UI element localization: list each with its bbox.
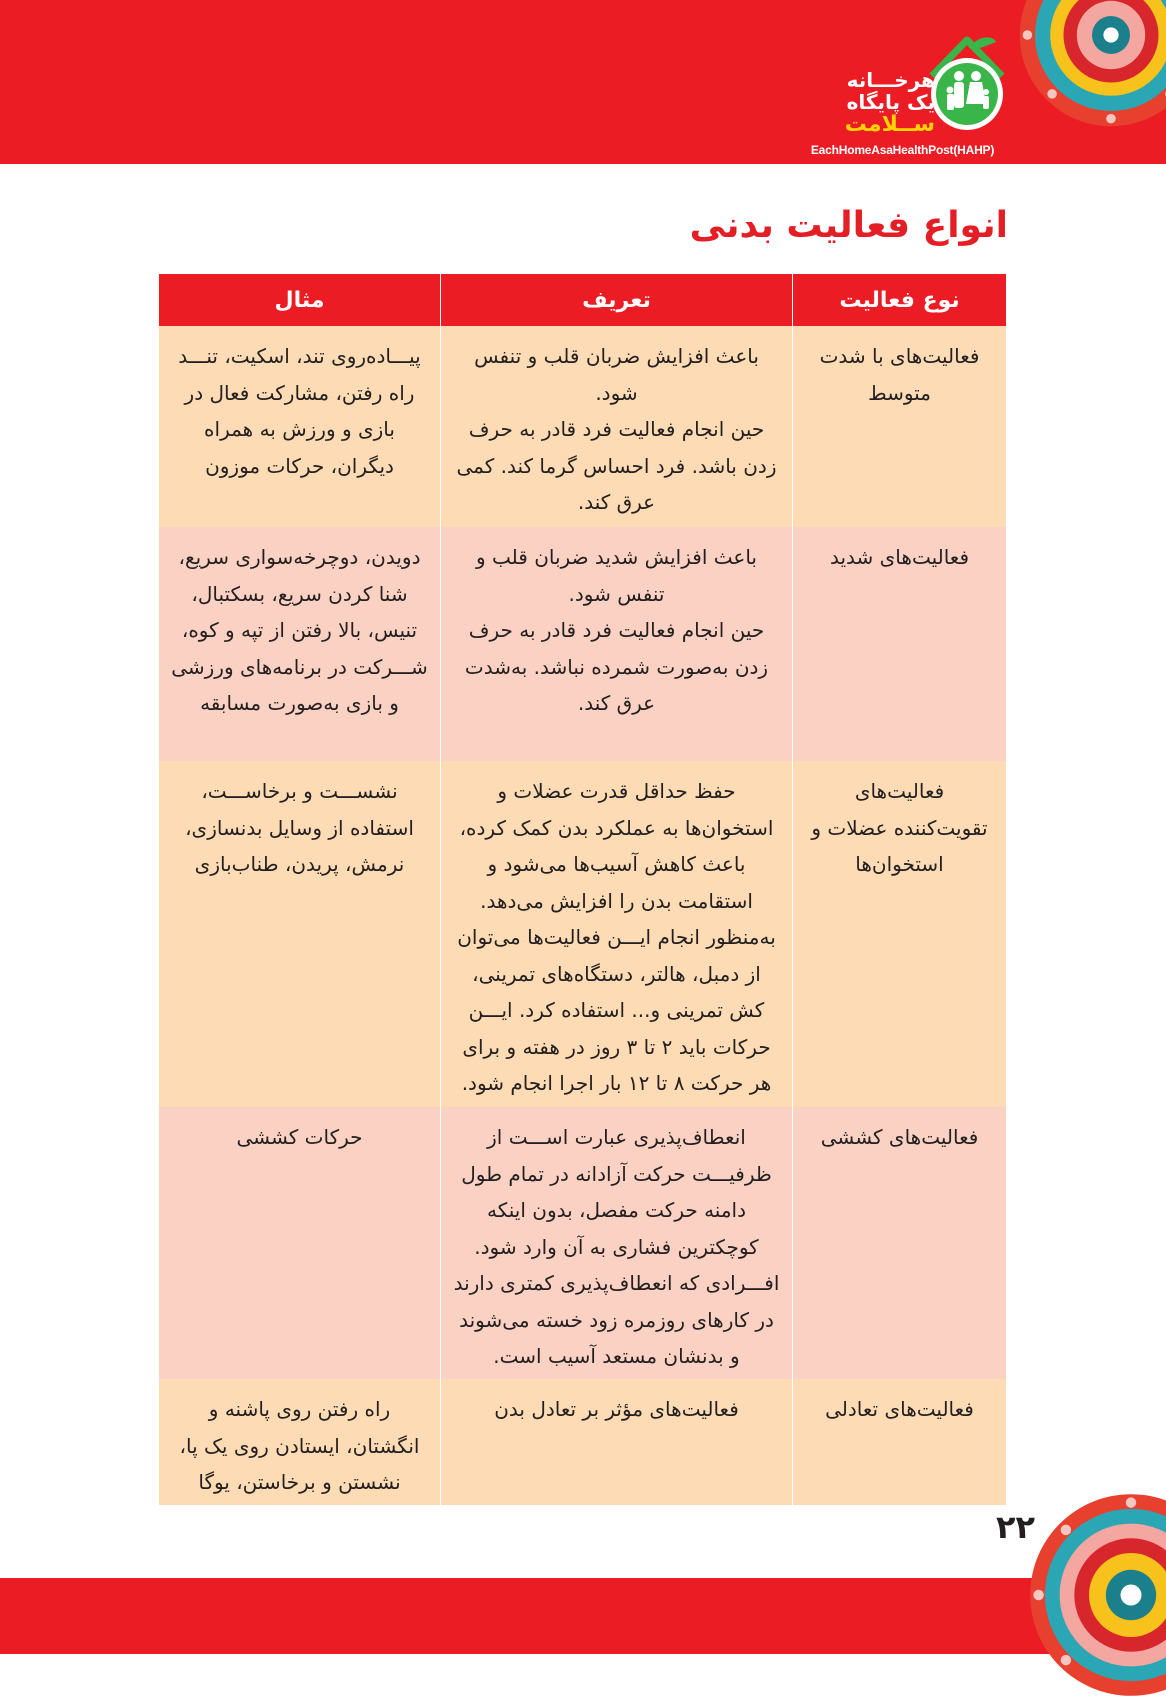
table-row xyxy=(159,326,1007,527)
page-number: ۲۲ xyxy=(996,1508,1036,1546)
logo-line2: یک پایگاه xyxy=(846,90,935,114)
footer-band xyxy=(0,1578,1166,1654)
cell-example: راه رفتن روی پاشنه و انگشتان، ایستادن روی یک پا، نشستن و برخاستن، یوگا xyxy=(159,1379,441,1505)
table-header-row xyxy=(159,274,1007,326)
cell-definition: باعث افزایش شدید ضربان قلب و تنفس شود. حین انجام فعالیت فرد قادر به حرف زدن به‌صورت شمرده نباشد. به‌شدت عرق کند. xyxy=(441,527,793,761)
table-row xyxy=(159,1379,1007,1505)
family-house-icon xyxy=(924,30,1010,140)
cell-definition: حفظ حداقل قدرت عضلات و استخوان‌ها به عملکرد بدن کمک کرده، باعث کاهش آسیب‌ها می‌شود و استقامت بدن را افزایش می‌دهد. به‌منظور انجام ایـــن فعالیت‌ها می‌توان از دمبل، هالتر، دستگاه‌های تمرینی، کش تمرینی و... استفاده کرد. ایـــن حرکات باید ۲ تا ۳ روز در هفته و برای هر حرکت ۸ تا ۱۲ بار اجرا انجام شود. xyxy=(441,761,793,1107)
cell-definition: باعث افزایش ضربان قلب و تنفس شود. حین انجام فعالیت فرد قادر به حرف زدن باشد. فرد احساس گرما کند. کمی عرق کند. xyxy=(441,326,793,527)
mandala-ornament-top xyxy=(1016,0,1166,130)
cell-example: حرکات کششی xyxy=(159,1107,441,1379)
cell-definition: فعالیت‌های مؤثر بر تعادل بدن xyxy=(441,1379,793,1505)
header-type: نوع فعالیت xyxy=(793,274,1007,326)
header-definition: تعریف xyxy=(441,274,793,326)
cell-type: فعالیت‌های تقویت‌کننده عضلات و استخوان‌ها xyxy=(793,761,1007,1107)
table-row xyxy=(159,527,1007,761)
table-row xyxy=(159,1107,1007,1379)
cell-example: نشســـت و برخاســـت، استفاده از وسایل بدنسازی، نرمش، پریدن، طناب‌بازی xyxy=(159,761,441,1107)
activity-table xyxy=(158,274,1007,1505)
logo-line3: ســلامت xyxy=(844,112,935,137)
logo-subtitle: EachHomeAsaHealthPost(HAHP) xyxy=(810,143,995,157)
cell-type: فعالیت‌های کششی xyxy=(793,1107,1007,1379)
logo-line1: هرخـــانه xyxy=(846,68,935,92)
hahp-logo xyxy=(795,30,1010,160)
cell-example: دویدن، دوچرخه‌سواری سریع، شنا کردن سریع، بسکتبال، تنیس، بالا رفتن از تپه و کوه، شـــرکت در برنامه‌های ورزشی و بازی به‌صورت مسابقه xyxy=(159,527,441,761)
table-row xyxy=(159,761,1007,1107)
page-title: انواع فعالیت بدنی xyxy=(689,205,1008,246)
cell-type: فعالیت‌های تعادلی xyxy=(793,1379,1007,1505)
logo-wordmark xyxy=(845,70,935,136)
cell-example: پیـــاده‌روی تند، اسکیت، تنـــد راه رفتن، مشارکت فعال در بازی و ورزش به همراه دیگران، حرکات موزون xyxy=(159,326,441,527)
cell-type: فعالیت‌های با شدت متوسط xyxy=(793,326,1007,527)
header-example: مثال xyxy=(159,274,441,326)
cell-definition: انعطاف‌پذیری عبارت اســـت از ظرفیـــت حرکت آزادانه در تمام طول دامنه حرکت مفصل، بدون اینکه کوچکترین فشاری به آن وارد شود. افـــرادی که انعطاف‌پذیری کمتری دارند در کارهای روزمره زود خسته می‌شوند و بدنشان مستعد آسیب است. xyxy=(441,1107,793,1379)
mandala-ornament-bottom xyxy=(1026,1490,1166,1700)
cell-type: فعالیت‌های شدید xyxy=(793,527,1007,761)
